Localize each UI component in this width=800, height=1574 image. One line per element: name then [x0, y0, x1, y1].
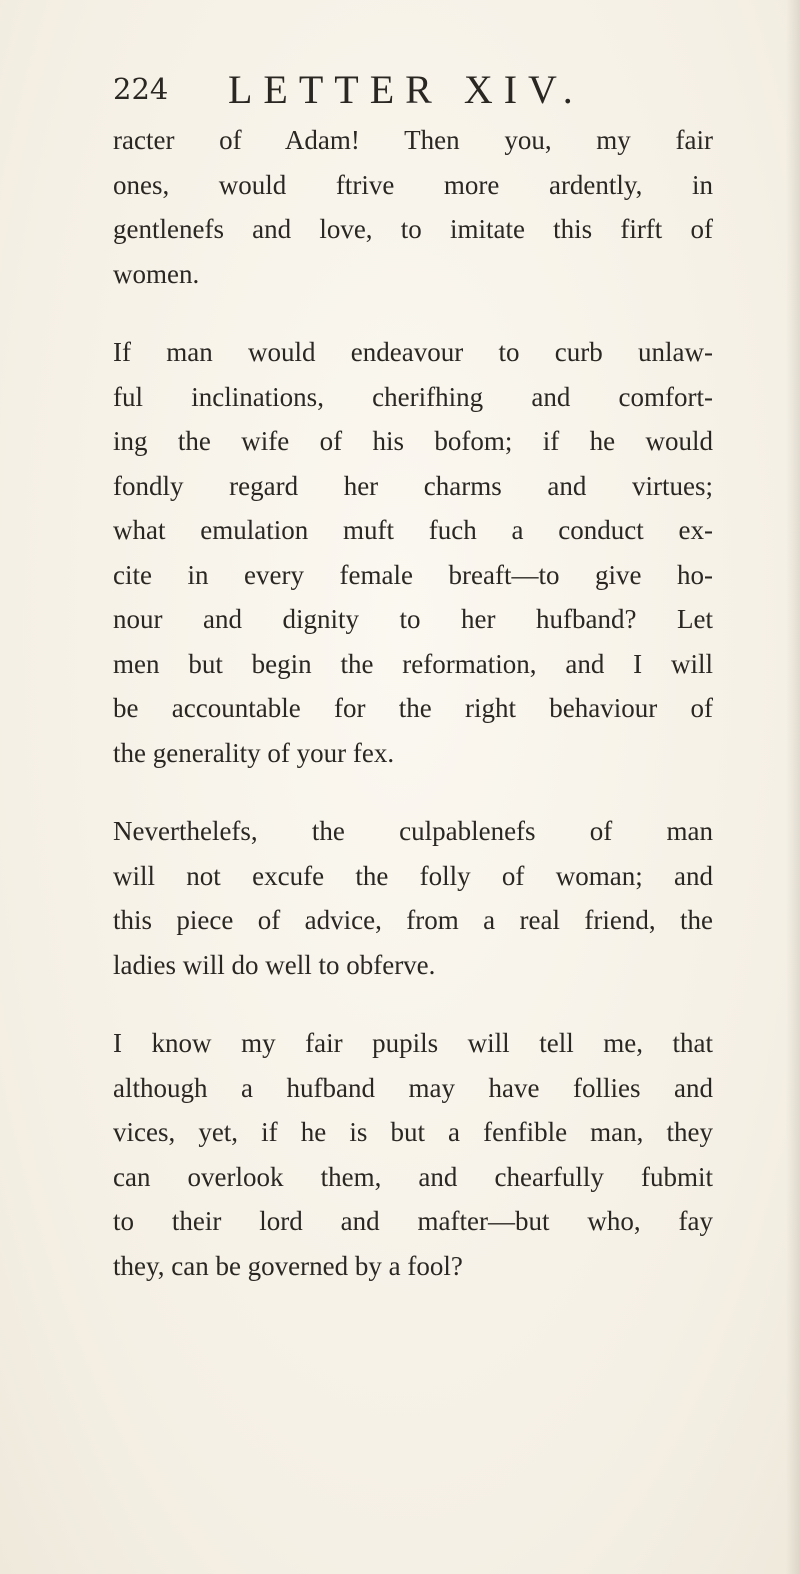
text-line: racter of Adam! Then you, my fair: [113, 125, 713, 155]
page-edge-shadow: [786, 0, 800, 1574]
paragraph-gap: [113, 296, 713, 330]
page-header: [113, 60, 713, 110]
text-line: ful inclinations, cherifhing and comfort-: [113, 381, 713, 412]
paragraph: [113, 1021, 713, 1288]
text-line: will not excufe the folly of woman; and: [113, 860, 713, 891]
text-line: I know my fair pupils will tell me, that: [113, 1028, 713, 1058]
paragraph: [113, 330, 713, 775]
text-line: ing the wife of his bofom; if he would: [113, 426, 713, 456]
text-line: to their lord and mafter—but who, fay: [113, 1206, 713, 1236]
text-line: although a hufband may have follies and: [113, 1072, 713, 1103]
body-text: [113, 118, 713, 1288]
paragraph-gap: [113, 775, 713, 809]
text-line: ones, would ftrive more ardently, in: [113, 169, 713, 200]
paragraph: [113, 809, 713, 987]
text-line: ladies will do well to obferve.: [113, 949, 436, 980]
text-line: vices, yet, if he is but a fenfible man, they: [113, 1117, 713, 1147]
text-line: Neverthelefs, the culpablenefs of man: [113, 816, 713, 846]
text-line: gentlenefs and love, to imitate this firft of: [113, 214, 713, 244]
running-head: LETTER XIV.: [228, 67, 584, 112]
text-line: men but begin the reformation, and I will: [113, 648, 713, 679]
text-line: cite in every female breaft—to give ho-: [113, 559, 713, 590]
text-line: can overlook them, and chearfully fubmit: [113, 1161, 713, 1192]
text-line: nour and dignity to her hufband? Let: [113, 604, 713, 634]
text-line: the generality of your fex.: [113, 737, 395, 768]
page-number: 224: [113, 72, 169, 106]
text-line: what emulation muft fuch a conduct ex-: [113, 515, 713, 545]
text-line: If man would endeavour to curb unlaw-: [113, 337, 713, 367]
paragraph: [113, 118, 713, 296]
text-line: this piece of advice, from a real friend, the: [113, 905, 713, 935]
text-line: be accountable for the right behaviour of: [113, 693, 713, 723]
text-line: fondly regard her charms and virtues;: [113, 470, 713, 501]
text-line: women.: [113, 258, 200, 289]
paragraph-gap: [113, 987, 713, 1021]
text-line: they, can be governed by a fool?: [113, 1250, 463, 1281]
